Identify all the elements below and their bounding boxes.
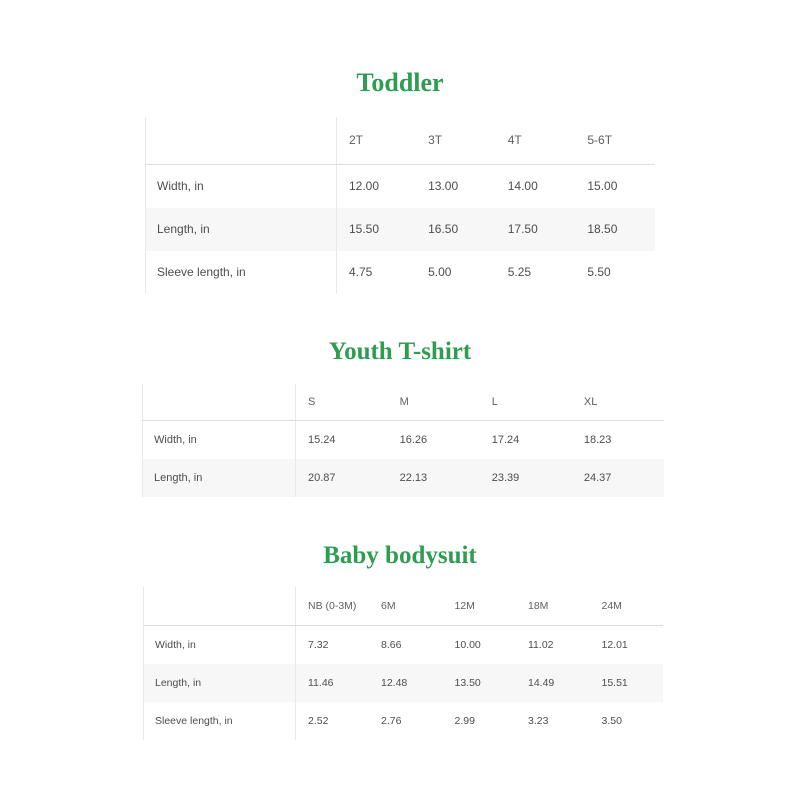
size-value-cell: 2.76: [381, 715, 402, 728]
size-value-cell: 15.51: [601, 677, 628, 690]
size-value-cell: 20.87: [308, 471, 336, 484]
size-value-cell: 17.24: [491, 433, 520, 446]
row-label: Width, in: [143, 420, 296, 459]
column-header: 3T: [416, 117, 496, 165]
size-value-cell: 15.50: [349, 222, 380, 237]
column-header: L: [480, 384, 572, 421]
column-header: 4T: [496, 117, 576, 165]
column-header: 12M: [443, 587, 517, 626]
youth-header-row: [143, 384, 665, 421]
column-header: S: [296, 384, 388, 421]
column-header: 6M: [369, 587, 443, 626]
size-value-cell: 14.00: [507, 179, 538, 194]
table-row: [144, 626, 664, 665]
row-label: Length, in: [143, 459, 296, 497]
baby-size-table: [143, 587, 663, 740]
column-header: 2T: [337, 117, 417, 165]
column-header: 24M: [590, 587, 664, 626]
table-row: [144, 664, 664, 702]
youth-tshirt-section: [130, 338, 670, 497]
table-row: [144, 702, 664, 740]
column-header: 5-6T: [575, 117, 655, 165]
size-value-cell: 15.00: [587, 179, 618, 194]
corner-cell: [143, 384, 296, 421]
size-value-cell: 3.50: [601, 715, 622, 728]
row-label: Sleeve length, in: [144, 702, 296, 740]
baby-header-row: [144, 587, 664, 626]
size-value-cell: 5.50: [587, 265, 611, 280]
baby-bodysuit-section: [130, 542, 670, 741]
corner-cell: [146, 117, 337, 165]
size-value-cell: 11.02: [528, 639, 554, 652]
toddler-title: Toddler: [356, 68, 444, 97]
toddler-size-table: [145, 117, 655, 294]
table-row: [143, 459, 665, 497]
size-value-cell: 16.50: [428, 222, 459, 237]
row-label: Length, in: [146, 208, 337, 251]
size-chart-page: [130, 0, 670, 740]
size-value-cell: 13.00: [428, 179, 459, 194]
size-value-cell: 12.00: [349, 179, 380, 194]
size-value-cell: 3.23: [528, 715, 549, 728]
size-value-cell: 5.00: [428, 265, 452, 280]
toddler-section: [130, 68, 670, 294]
table-row: [146, 208, 656, 251]
size-value-cell: 11.46: [308, 677, 334, 690]
size-value-cell: 8.66: [381, 639, 402, 652]
size-value-cell: 4.75: [349, 265, 373, 280]
youth-size-table: [142, 384, 664, 497]
row-label: Sleeve length, in: [146, 251, 337, 294]
size-value-cell: 10.00: [454, 639, 481, 652]
size-value-cell: 2.99: [454, 715, 475, 728]
size-value-cell: 5.25: [507, 265, 532, 280]
column-header: XL: [572, 384, 664, 421]
table-row: [146, 164, 656, 208]
row-label: Width, in: [144, 626, 296, 665]
size-value-cell: 23.39: [491, 471, 520, 484]
size-value-cell: 18.23: [583, 433, 612, 446]
size-value-cell: 7.32: [308, 639, 329, 652]
size-value-cell: 14.49: [528, 677, 555, 690]
size-value-cell: 16.26: [399, 433, 428, 446]
table-row: [146, 251, 656, 294]
youth-tshirt-title: Youth T-shirt: [328, 337, 472, 365]
size-value-cell: 18.50: [587, 222, 618, 237]
corner-cell: [144, 587, 296, 626]
size-value-cell: 2.52: [308, 715, 329, 728]
size-value-cell: 22.13: [399, 471, 428, 484]
row-label: Width, in: [146, 164, 337, 208]
baby-bodysuit-title: Baby bodysuit: [323, 541, 477, 569]
size-value-cell: 15.24: [308, 433, 336, 446]
column-header: M: [388, 384, 480, 421]
size-value-cell: 24.37: [583, 471, 612, 484]
size-value-cell: 17.50: [507, 222, 538, 237]
toddler-header-row: [146, 117, 656, 165]
table-row: [143, 420, 665, 459]
column-header: NB (0-3M): [296, 587, 370, 626]
column-header: 18M: [516, 587, 590, 626]
size-value-cell: 12.01: [601, 639, 628, 652]
row-label: Length, in: [144, 664, 296, 702]
size-value-cell: 12.48: [381, 677, 408, 690]
size-value-cell: 13.50: [454, 677, 481, 690]
